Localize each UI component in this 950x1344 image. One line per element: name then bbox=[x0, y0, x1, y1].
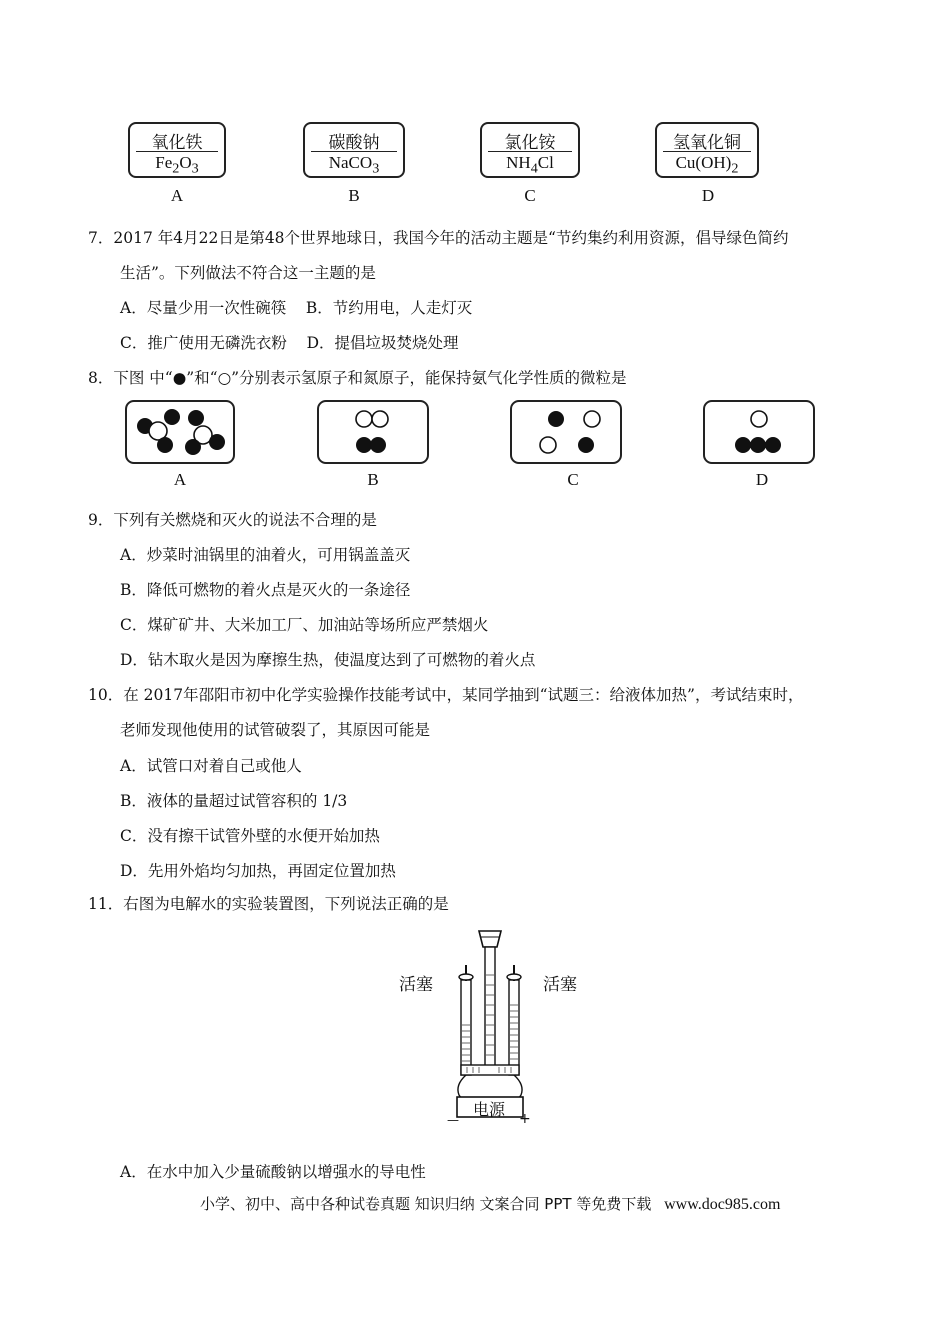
label-formula: NaCO$_3$ bbox=[328, 153, 380, 177]
question-9-option-d: D．钻木取火是因为摩擦生热，使温度达到了可燃物的着火点 bbox=[120, 651, 536, 669]
valve-label-right: 活塞 bbox=[543, 975, 577, 995]
power-source-label: 电源 bbox=[473, 1100, 506, 1119]
question-10-stem-cont: 老师发现他使用的试管破裂了，其原因可能是 bbox=[120, 721, 431, 739]
label-formula: $NH_4Cl$ bbox=[506, 153, 554, 177]
valve-label-left: 活塞 bbox=[399, 975, 433, 995]
molecule-box-d bbox=[703, 400, 815, 464]
electrolysis-apparatus bbox=[395, 925, 585, 1130]
molecule-diagram-c bbox=[512, 402, 620, 462]
molecule-diagram-a bbox=[127, 402, 233, 462]
label-box-a bbox=[128, 122, 226, 178]
option-letter-d: D bbox=[755, 470, 769, 489]
footer-site[interactable]: www.doc985.com bbox=[664, 1196, 781, 1213]
question-7-options-ab: A．尽量少用一次性碗筷 B．节约用电，人走灯灭 bbox=[120, 299, 473, 317]
positive-terminal-label: + bbox=[519, 1111, 531, 1127]
question-10-stem: 10．在 2017年邵阳市初中化学实验操作技能考试中，某同学抽到“试题三：给液体加热”，考试结束时， bbox=[88, 686, 804, 704]
option-letter-c: C bbox=[524, 186, 536, 205]
molecule-box-b bbox=[317, 400, 429, 464]
question-11-option-a: A．在水中加入少量硫酸钠以增强水的导电性 bbox=[120, 1163, 426, 1181]
option-letter-d: D bbox=[701, 186, 715, 205]
option-letter-a: A bbox=[173, 470, 187, 489]
question-9-option-b: B．降低可燃物的着火点是灭火的一条途径 bbox=[120, 581, 411, 599]
footer-text: 小学、初中、高中各种试卷真题 知识归纳 文案合同 PPT 等免费下载 bbox=[200, 1195, 652, 1213]
option-letter-b: B bbox=[367, 470, 379, 489]
option-letter-a: A bbox=[170, 186, 184, 205]
label-box-c bbox=[480, 122, 580, 178]
label-name: 氯化铵 bbox=[504, 133, 556, 153]
question-8-stem: 8．下图 中“●”和“○”分别表示氢原子和氮原子，能保持氨气化学性质的微粒是 bbox=[88, 369, 627, 387]
molecule-box-c bbox=[510, 400, 622, 464]
question-7-options-cd: C．推广使用无磷洗衣粉 D．提倡垃圾焚烧处理 bbox=[120, 334, 459, 352]
question-7-stem: 7．2017 年4月22日是第48个世界地球日，我国今年的活动主题是“节约集约利用资源，倡导绿色简约 bbox=[88, 229, 789, 247]
question-10-option-b: B．液体的量超过试管容积的 1/3 bbox=[120, 792, 348, 810]
label-formula: $Fe_2O_3$ bbox=[155, 153, 199, 177]
option-letter-b: B bbox=[348, 186, 360, 205]
question-10-option-c: C．没有擦干试管外壁的水便开始加热 bbox=[120, 827, 380, 845]
label-box-b bbox=[303, 122, 405, 178]
question-9-option-c: C．煤矿矿井、大米加工厂、加油站等场所应严禁烟火 bbox=[120, 616, 489, 634]
negative-terminal-label: — bbox=[447, 1113, 459, 1127]
question-7-stem-cont: 生活”。下列做法不符合这一主题的是 bbox=[120, 264, 376, 282]
question-9-stem: 9．下列有关燃烧和灭火的说法不合理的是 bbox=[88, 511, 377, 529]
question-11-stem: 11．右图为电解水的实验装置图，下列说法正确的是 bbox=[88, 895, 449, 913]
molecule-diagram-b bbox=[319, 402, 427, 462]
question-9-option-a: A．炒菜时油锅里的油着火，可用锅盖盖灭 bbox=[120, 546, 411, 564]
label-name: 氢氧化铜 bbox=[673, 133, 741, 153]
label-formula: $Cu(OH)_2$ bbox=[675, 153, 739, 177]
label-name: 碳酸钠 bbox=[328, 133, 380, 153]
molecule-diagram-d bbox=[705, 402, 813, 462]
option-letter-c: C bbox=[567, 470, 579, 489]
label-box-d bbox=[655, 122, 759, 178]
molecule-box-a bbox=[125, 400, 235, 464]
question-10-option-d: D．先用外焰均匀加热，再固定位置加热 bbox=[120, 862, 396, 880]
question-10-option-a: A．试管口对着自己或他人 bbox=[120, 757, 302, 775]
label-name: 氧化铁 bbox=[151, 133, 203, 153]
page-footer bbox=[200, 1193, 780, 1214]
